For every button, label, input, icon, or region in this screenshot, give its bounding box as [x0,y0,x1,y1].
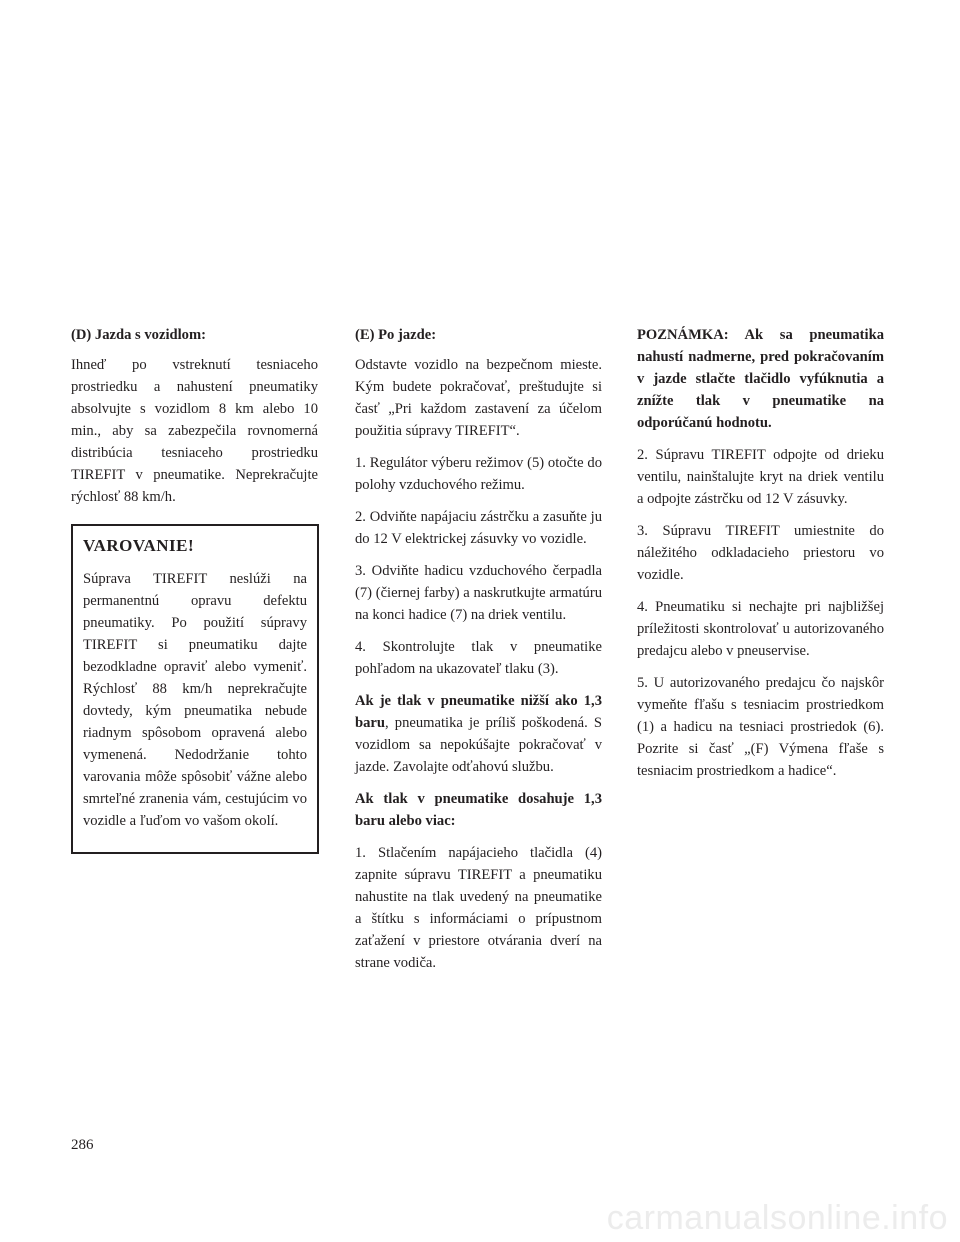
paragraph-driving: Ihneď po vstreknutí tesniaceho prostriedku a nahustení pneumatiky absolvujte s vozidlom 8 km alebo 10 min., aby sa zabezpečila rovnomerná distribúcia tesniaceho prostriedku TIREFIT v pneumatike. Neprekračujte rýchlosť 88 km/h. [71,357,318,505]
step-5-right: 5. U autorizovaného predajcu čo najskôr vymeňte fľašu s tesniacim prostriedkom (1) a hadicu na tesniaci prostriedok (6). Pozrite si časť „(F) Výmena fľaše s tesniacim prostriedkom a hadice“. [637,675,884,779]
low-pressure-paragraph [355,690,602,778]
low-pressure-rest: , pneumatika je príliš poškodená. S vozidlom sa nepokúšajte pokračovať v jazde. Zavolajte odťahovú službu. [355,715,602,775]
section-heading-d: (D) Jazda s vozidlom: [71,327,206,343]
warning-box [71,524,319,854]
ok-step-1: 1. Stlačením napájacieho tlačidla (4) zapnite súpravu TIREFIT a pneumatiku nahustite na tlak uvedený na pneumatike a štítku s informáciami o prípustnom zaťažení v priestore otvárania dverí na strane vodiča. [355,845,602,971]
step-2-right: 2. Súpravu TIREFIT odpojte od drieku ventilu, nainštalujte kryt na driek ventilu a odpojte zástrčku od 12 V zásuvky. [637,447,884,507]
warning-title: VAROVANIE! [83,536,195,555]
step-1: 1. Regulátor výberu režimov (5) otočte do polohy vzduchového režimu. [355,455,602,493]
ok-pressure-heading: Ak tlak v pneumatike dosahuje 1,3 baru alebo viac: [355,791,602,829]
paragraph-intro: Odstavte vozidlo na bezpečnom mieste. Kým budete pokračovať, preštudujte si časť „Pri každom zastavení za účelom použitia súpravy TIREFIT“. [355,357,602,439]
column-middle [355,324,602,984]
step-3: 3. Odviňte hadicu vzduchového čerpadla (7) (čiernej farby) a naskrutkujte armatúru na konci hadice (7) na driek ventilu. [355,563,602,623]
page-number: 286 [71,1137,94,1153]
note-paragraph: POZNÁMKA: Ak sa pneumatika nahustí nadmerne, pred pokračovaním v jazde stlačte tlačidlo vyfúknutia a znížte tlak v pneumatike na odporúčanú hodnotu. [637,327,884,431]
step-4-right: 4. Pneumatiku si nechajte pri najbližšej príležitosti skontrolovať u autorizovaného predajcu alebo v pneuservise. [637,599,884,659]
section-heading-e: (E) Po jazde: [355,327,437,343]
warning-text: Súprava TIREFIT neslúži na permanentnú opravu defektu pneumatiky. Po použití súpravy TIREFIT si pneumatiku dajte bezodkladne opraviť alebo vymeniť. Rýchlosť 88 km/h neprekračujte dovtedy, kým pneumatika nebude riadnym spôsobom opravená alebo vymenená. Nedodržanie tohto varovania môže spôsobiť vážne alebo smrteľné zranenia vám, cestujúcim vo vozidle a ľuďom vo vašom okolí. [83,571,307,829]
watermark: carmanualsonline.info [606,1199,948,1237]
step-3-right: 3. Súpravu TIREFIT umiestnite do náležitého odkladacieho priestoru vo vozidle. [637,523,884,583]
step-4: 4. Skontrolujte tlak v pneumatike pohľadom na ukazovateľ tlaku (3). [355,639,602,677]
column-right [637,324,884,792]
low-pressure-bold: Ak je tlak v pneumatike nižší ako 1,3 baru [355,693,602,731]
column-left [71,324,318,854]
step-2: 2. Odviňte napájaciu zástrčku a zasuňte ju do 12 V elektrickej zásuvky vo vozidle. [355,509,602,547]
